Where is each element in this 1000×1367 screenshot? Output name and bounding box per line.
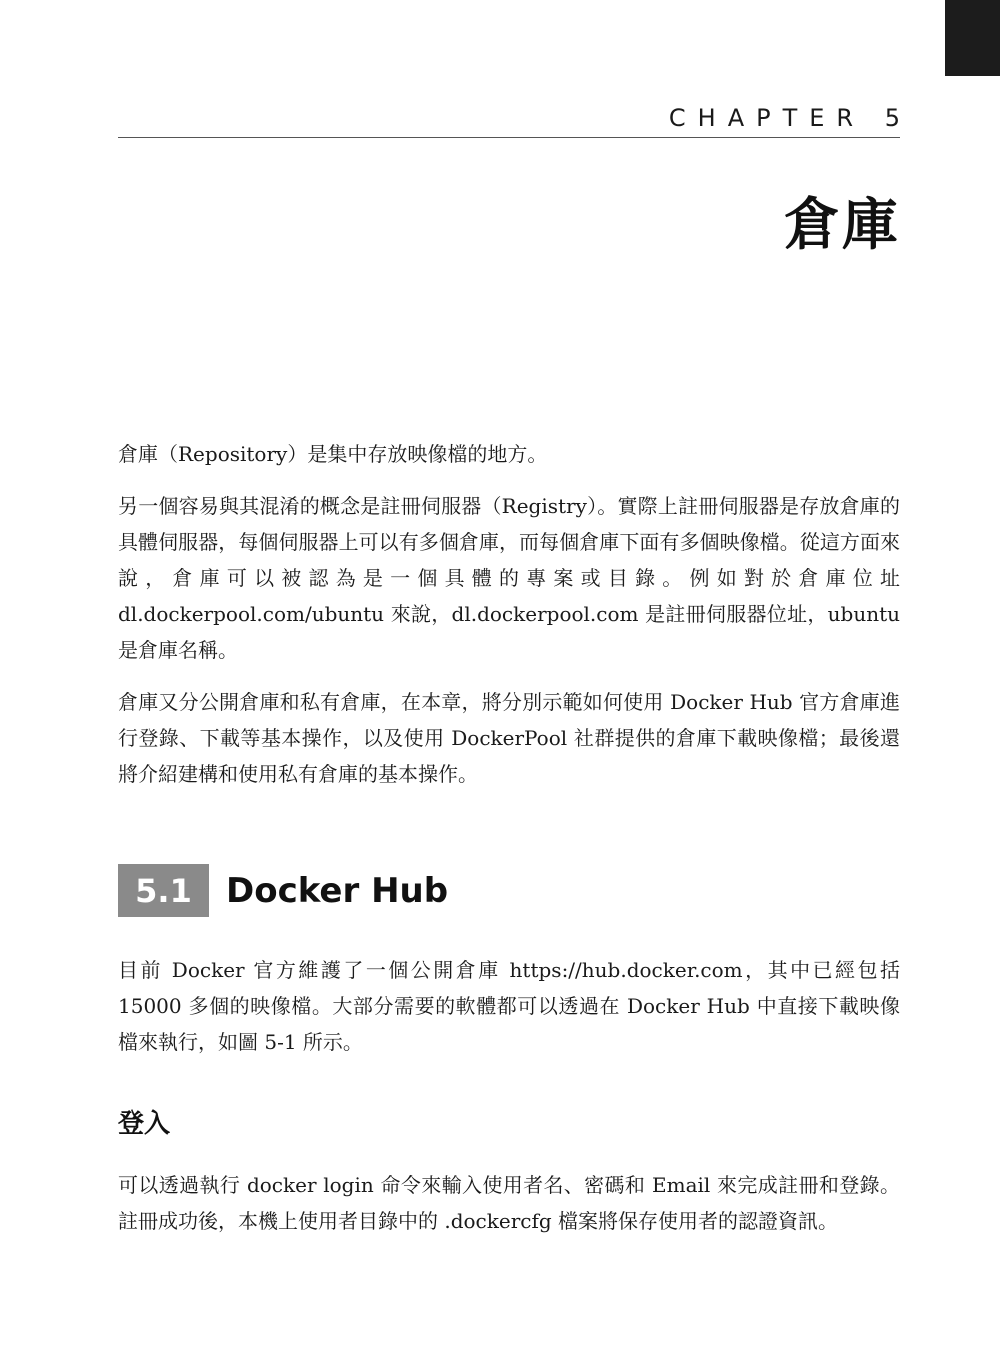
intro-paragraph-2: 另一個容易與其混淆的概念是註冊伺服器（Registry）。實際上註冊伺服器是存放倉庫的具體伺服器，每個伺服器上可以有多個倉庫，而每個倉庫下面有多個映像檔。從這方面來說，倉庫可以被認為是一個具體的專案或目錄。例如對於倉庫位址 dl.dockerpool.com/ubuntu 來說，dl.dockerpool.com 是註冊伺服器位址，ubuntu 是倉庫名稱。 [118, 494, 900, 662]
section-paragraph: 目前 Docker 官方維護了一個公開倉庫 https://hub.docker.com，其中已經包括 15000 多個的映像檔。大部分需要的軟體都可以透過在 Docker Hub 中直接下載映像檔來執行，如圖 5-1 所示。 [118, 958, 900, 1054]
chapter-thumb-tab [945, 0, 1000, 76]
section-heading [118, 864, 448, 917]
chapter-divider [118, 137, 900, 138]
subsection-paragraph: 可以透過執行 docker login 命令來輸入使用者名、密碼和 Email 來完成註冊和登錄。註冊成功後，本機上使用者目錄中的 .dockercfg 檔案將保存使用者的認證資訊。 [118, 1173, 900, 1233]
intro-paragraph-1: 倉庫（Repository）是集中存放映像檔的地方。 [118, 442, 548, 466]
subsection-title: 登入 [118, 1109, 171, 1139]
intro-paragraph-3: 倉庫又分公開倉庫和私有倉庫，在本章，將分別示範如何使用 Docker Hub 官方倉庫進行登錄、下載等基本操作，以及使用 DockerPool 社群提供的倉庫下載映像檔；最後還將介紹建構和使用私有倉庫的基本操作。 [118, 690, 900, 786]
section-number-badge: 5.1 [118, 864, 209, 917]
chapter-title: 倉庫 [784, 193, 900, 258]
chapter-label: CHAPTER 5 [668, 104, 912, 132]
section-title: Docker Hub [226, 870, 449, 911]
